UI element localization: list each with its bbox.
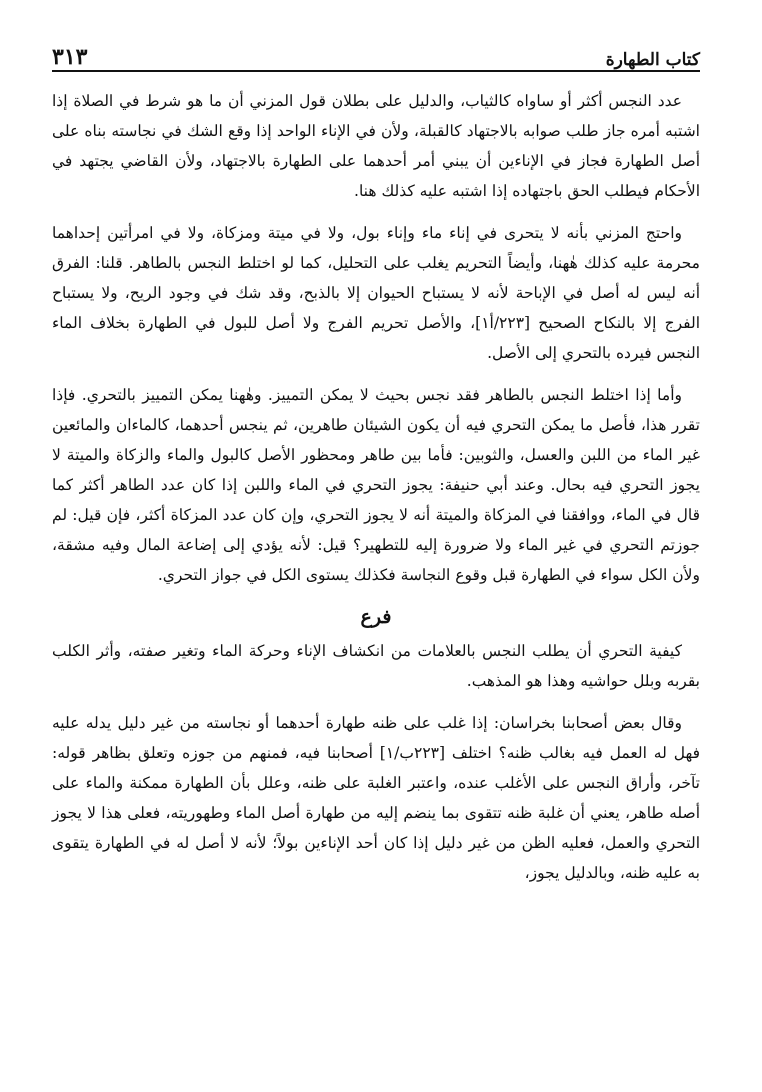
section-heading: فرع — [360, 606, 392, 628]
paragraph: واحتج المزني بأنه لا يتحرى في إناء ماء وإناء بول، ولا في ميتة ومزكاة، ولا في امرأتين إحداهما محرمة عليه كذلك هٰهنا، وأيضاً التحريم يغلب على التحليل، كما لو اختلط النجس بالطاهر. قلنا: الفرق أنه ليس له أصل في الإباحة لأنه لا يستباح الحيوان إلا بالذبح، وقد شك في وجود الريح، ولا يستباح الفرج إلا بالنكاح الصحيح [٢٢٣/أ١]، والأصل تحريم الفرج ولا أصل للبول في الطهارة بخلاف الماء النجس فيرده بالتحري إلى الأصل. — [52, 224, 700, 362]
paragraph: وقال بعض أصحابنا بخراسان: إذا غلب على ظنه طهارة أحدهما أو نجاسته من غير دليل يدله عليه فهل له العمل فيه بغالب ظنه؟ اختلف [٢٢٣ب/١] أصحابنا فيه، فمنهم من جوزه وتعلق بظاهر قوله: تآخر، وأراق النجس على الأغلب عنده، واعتبر الغلبة على ظنه، وعلل بأن الطهارة ممكنة والماء على أصله طاهر، يعني أن غلبة ظنه تتقوى بما ينضم إليه من طهارة أصل الماء وطهوريته، فعلى هذا لا يجوز التحري والعمل، فعليه الظن من غير دليل إذا كان أحد الإناءين بولاً؛ لأنه لا أصل له في الطهارة يتقوى به عليه ظنه، وبالدليل يجوز، — [52, 714, 701, 882]
page-number: ٣١٣ — [52, 44, 88, 70]
paragraph: كيفية التحري أن يطلب النجس بالعلامات من انكشاف الإناء وحركة الماء وتغير صفته، وأثر الكلب بقربه وبلل حواشيه وهذا هو المذهب. — [52, 642, 700, 690]
chapter-title: كتاب الطهارة — [605, 50, 700, 70]
paragraph: وأما إذا اختلط النجس بالطاهر فقد نجس بحيث لا يمكن التمييز. وهٰهنا يمكن التمييز بالتحري. فإذا تقرر هذا، فأصل ما يمكن التحري فيه أن يكون الشيئان طاهرين، ثم ينجس أحدهما، كالماءان والمائعين غير الماء من اللبن والعسل، والثوبين: فأما بين طاهر ومحظور الأصل كالبول والماء والزكاة والميتة لا يجوز التحري فيه بحال. وعند أبي حنيفة: يجوز التحري في الماء واللبن إذا كان عدد الطاهر أكثر كما قال في الماء، ووافقنا في المزكاة والميتة أنه لا يجوز التحري، وإن كان عدد المزكاة أكثر، فإن قيل: لم جوزتم التحري في غير الماء ولا ضرورة إليه للتطهير؟ قيل: لأنه يؤدي إلى إضاعة المال وفيه مشقة، ولأن الكل سواء في الطهارة قبل وقوع النجاسة فكذلك يستوى الكل في جواز التحري. — [52, 386, 700, 584]
paragraph: عدد النجس أكثر أو ساواه كالثياب، والدليل على بطلان قول المزني أن ما هو شرط في الصلاة إذا اشتبه أمره جاز طلب صوابه بالاجتهاد كالقبلة، ولأن في الإناء الواحد إذا وقع الشك في نجاسته بناه على أصل الطهارة فجاز في الإناءين أن يبني أمر أحدهما على الطهارة بالاجتهاد، ولأن القاضي يجتهد في الأحكام فيطلب الحق باجتهاده إذا اشتبه عليه كذلك هنا. — [52, 92, 700, 200]
page-header — [52, 36, 700, 72]
